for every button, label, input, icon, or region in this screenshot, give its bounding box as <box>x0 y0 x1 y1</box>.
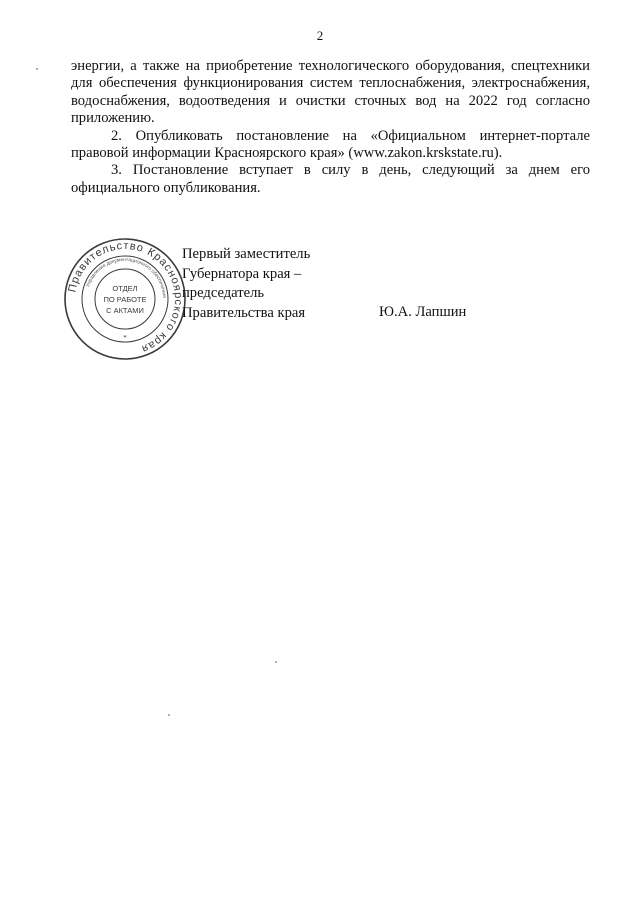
signatory-name: Ю.А. Лапшин <box>379 304 467 320</box>
document-body <box>71 58 590 197</box>
paragraph-2: 2. Опубликовать постановление на «Официальном интернет-портале правовой информации Красноярского края» (www.zakon.krskstate.ru). <box>71 127 590 162</box>
stamp-star-icon: * <box>123 334 127 342</box>
scan-speck <box>36 68 38 70</box>
signature-block <box>182 245 582 323</box>
scan-speck <box>168 714 170 716</box>
page-number: 2 <box>316 28 324 43</box>
stamp-center-line-3: С АКТАМИ <box>106 306 144 315</box>
stamp-center-line-2: ПО РАБОТЕ <box>103 295 147 304</box>
signature-position-line-4: Правительства края <box>182 304 306 321</box>
stamp-inner-ring-text: Управление документационного обеспечения <box>85 256 168 299</box>
paragraph-1: энергии, а также на приобретение технологического оборудования, спецтехники для обеспечения функционирования систем теплоснабжения, электроснабжения, водоснабжения, водоотведения и очистки сточных вод на 2022 год согласно приложению. <box>71 58 590 127</box>
paragraph-3: 3. Постановление вступает в силу в день, следующий за днем его официального опубликования. <box>71 162 590 196</box>
official-stamp-icon <box>62 236 188 362</box>
stamp-center-line-1: ОТДЕЛ <box>112 284 138 293</box>
signature-position-line-2: Губернатора края – <box>182 265 302 282</box>
scan-speck <box>275 661 277 663</box>
signature-position-line-3: председатель <box>182 285 265 301</box>
stamp-outer-text: Правительство Красноярского края <box>66 239 185 356</box>
signature-position-line-1: Первый заместитель <box>182 246 311 262</box>
